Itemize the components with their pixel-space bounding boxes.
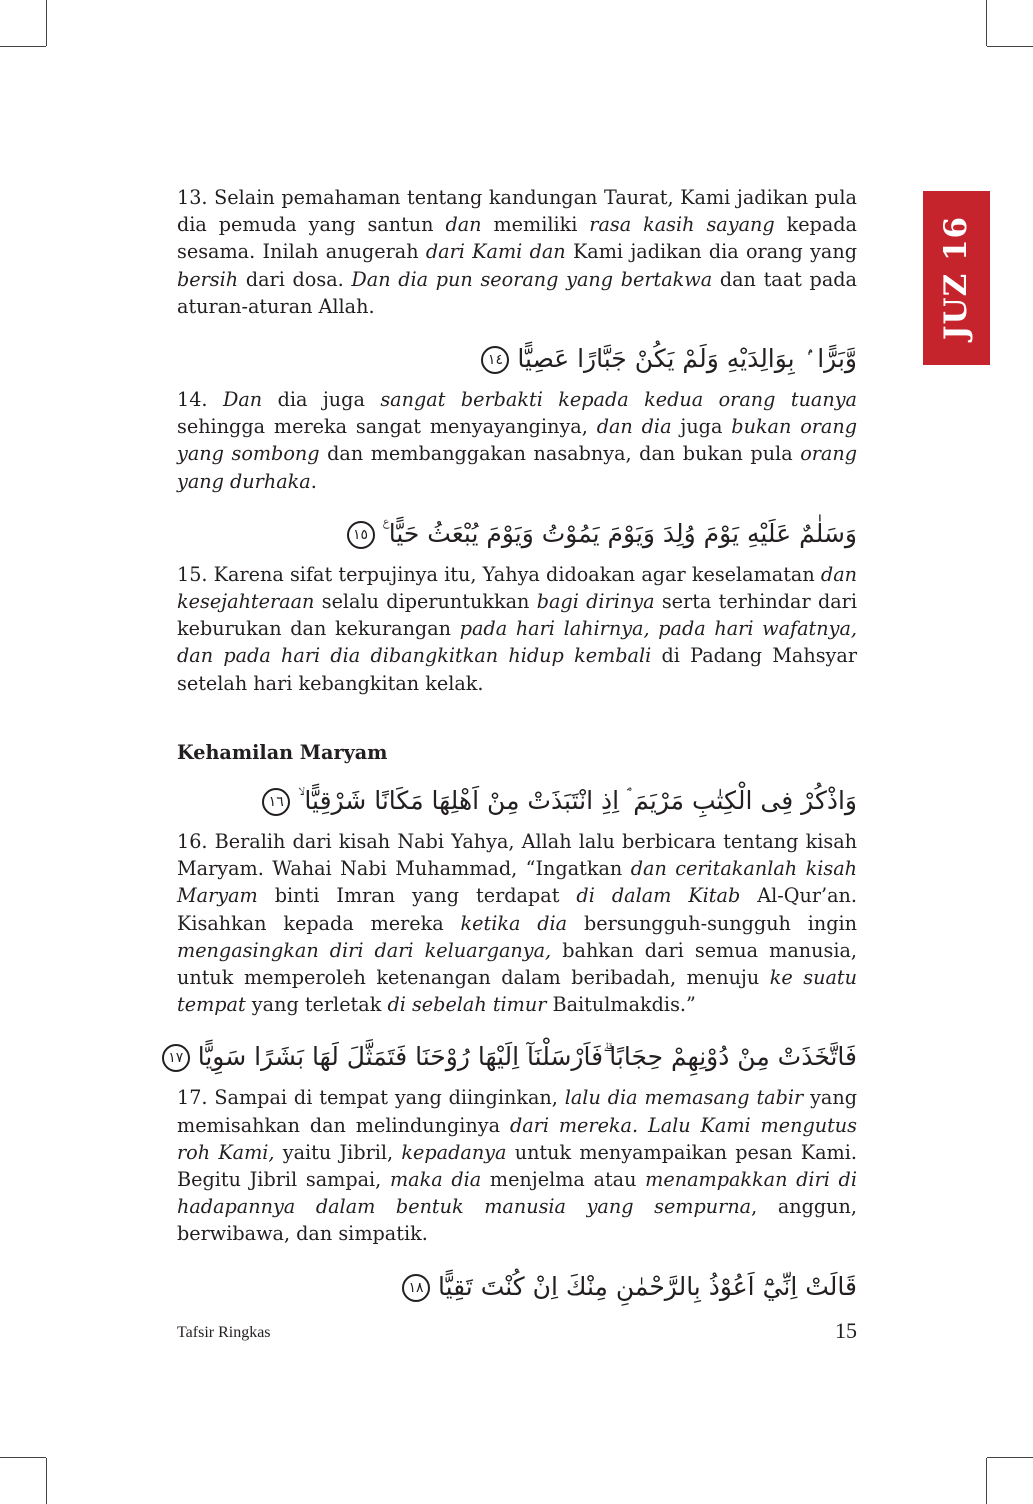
paragraph-14-run: sangat berbakti kepada kedua orang tuanya — [380, 388, 857, 412]
paragraph-17-run: menampakkan diri di hadapannya dalam bentuk manusia yang sempurna — [177, 1168, 857, 1219]
paragraph-16-run: yang terletak — [245, 993, 388, 1017]
verse-number-marker: ١٤ — [481, 346, 509, 374]
paragraph-16-run: dan ceritakanlah kisah Maryam — [177, 857, 857, 908]
paragraph-17-run: menjelma atau — [481, 1168, 646, 1192]
verse-16-arabic — [177, 784, 857, 818]
paragraph-15-run: 15. Karena sifat terpujinya itu, Yahya didoakan agar keselamatan — [177, 562, 821, 586]
paragraph-15-run: pada hari lahirnya, pada hari wafatnya, dan pada hari dia dibangkitkan hidup kembali — [177, 617, 857, 668]
verse-number-marker: ١٨ — [402, 1274, 430, 1302]
paragraph-14-run: dan membanggakan nasabnya, dan bukan pula — [319, 442, 801, 466]
juz-tab — [923, 191, 990, 365]
paragraph-16-run: Al-Qur’an. Kisahkan kepada mereka — [177, 884, 857, 935]
verse-14-arabic — [177, 342, 857, 376]
paragraph-13-run: dan — [445, 213, 482, 237]
crop-mark-bottom-right — [986, 1458, 987, 1504]
paragraph-16-run: 16. Beralih dari kisah Nabi Yahya, Allah lalu berbicara tentang kisah Maryam. Wahai Nabi Muhammad, “Ingatkan — [177, 830, 857, 881]
paragraph-16-run: di sebelah timur — [387, 993, 547, 1017]
crop-mark-top-left — [46, 0, 47, 46]
section-heading: Kehamilan Maryam — [177, 740, 388, 764]
paragraph-14-run: dia juga — [262, 388, 381, 412]
verse-number-marker: ١٧ — [162, 1044, 190, 1072]
paragraph-13-run: 13. Selain pemahaman tentang kandungan Taurat, Kami jadikan pula dia pemuda yang santun — [177, 186, 857, 237]
paragraph-14-run: juga — [671, 415, 732, 439]
paragraph-14-run: sehingga mereka sangat menyayanginya, — [177, 415, 597, 439]
paragraph-17-run: 17. Sampai di tempat yang diinginkan, — [177, 1086, 565, 1110]
verse-15-arabic — [177, 517, 857, 551]
paragraph-13 — [177, 184, 857, 320]
paragraph-13-run: dari Kami dan — [425, 240, 566, 264]
verse-16-arabic-text: وَاذْكُرْ فِى الْكِتٰبِ مَرْيَمَ ۘ اِذِ انْتَبَذَتْ مِنْ اَهْلِهَا مَكَانًا شَرْقِيًّا ۙ — [298, 786, 857, 816]
paragraph-17-run: yang memisahkan dan melindunginya — [177, 1086, 857, 1137]
verse-number-marker: ١٥ — [347, 521, 375, 549]
paragraph-16-run: di dalam Kitab — [576, 884, 741, 908]
paragraph-16-run: ketika dia — [460, 911, 568, 935]
paragraph-15-run: selalu diperuntukkan — [314, 590, 537, 614]
paragraph-13-run: dari dosa. — [238, 267, 352, 291]
paragraph-16-run: ke suatu tempat — [177, 966, 857, 1017]
paragraph-14-run: orang yang durhaka — [177, 442, 857, 493]
paragraph-15-run: serta terhindar dari keburukan dan kekurangan — [177, 590, 857, 641]
page-content — [168, 184, 858, 1314]
verse-17-arabic-text: فَاتَّخَذَتْ مِنْ دُوْنِهِمْ حِجَابًا ۗفَاَرْسَلْنَآ اِلَيْهَا رُوْحَنَا فَتَمَثَّلَ لَهَا بَشَرًا سَوِيًّا — [197, 1042, 857, 1072]
crop-mark-top-right — [986, 0, 987, 46]
verse-14-arabic-text: وَّبَرًّا ۢ بِوَالِدَيْهِ وَلَمْ يَكُنْ جَبَّارًا عَصِيًّا — [517, 344, 857, 374]
paragraph-13-run: Dan dia pun seorang yang bertakwa — [351, 267, 713, 291]
paragraph-16-run: binti Imran yang terdapat — [257, 884, 577, 908]
crop-mark-top-right-h — [987, 46, 1033, 47]
paragraph-14-run: 14. — [177, 388, 223, 412]
verse-18-arabic-text: قَالَتْ اِنِّيْٓ اَعُوْذُ بِالرَّحْمٰنِ مِنْكَ اِنْ كُنْتَ تَقِيًّا — [437, 1271, 857, 1301]
juz-tab-label: JUZ 16 — [938, 215, 975, 341]
verse-18-arabic — [177, 1270, 857, 1304]
paragraph-16-run: Baitulmakdis.” — [546, 993, 696, 1017]
crop-mark-bottom-right-h — [987, 1457, 1033, 1458]
paragraph-15-run: dan kesejahteraan — [177, 562, 857, 614]
paragraph-14 — [177, 386, 857, 495]
crop-mark-top-left-h — [0, 46, 46, 47]
paragraph-14-run: bukan orang yang sombong — [177, 415, 858, 466]
paragraph-15 — [177, 561, 857, 697]
verse-15-arabic-text: وَسَلٰمٌ عَلَيْهِ يَوْمَ وُلِدَ وَيَوْمَ يَمُوْتُ وَيَوْمَ يُبْعَثُ حَيًّا ࣖ — [382, 518, 857, 548]
paragraph-15-run: di Padang Mahsyar setelah hari kebangkitan kelak. — [177, 644, 858, 695]
paragraph-14-run: . — [310, 469, 317, 493]
paragraph-17-run: yaitu Jibril, — [274, 1140, 402, 1164]
crop-mark-bottom-left-h — [0, 1457, 46, 1458]
paragraph-17-run: untuk menyampaikan pesan Kami. Begitu Jibril sampai, — [177, 1140, 857, 1192]
paragraph-16 — [177, 828, 857, 1018]
paragraph-15-run: bagi dirinya — [536, 590, 655, 614]
crop-mark-bottom-left — [46, 1458, 47, 1504]
paragraph-13-run: rasa kasih sayang — [589, 213, 775, 237]
paragraph-13-run: dan taat pada aturan-aturan Allah. — [177, 267, 857, 318]
paragraph-17 — [177, 1084, 857, 1247]
paragraph-13-run: bersih — [177, 267, 239, 291]
footer-book-title: Tafsir Ringkas — [177, 1324, 271, 1341]
paragraph-17-run: lalu dia memasang tabir — [564, 1086, 804, 1110]
paragraph-17-run: dari mereka. Lalu Kami mengutus roh Kami, — [177, 1113, 858, 1164]
paragraph-17-run: , anggun, berwibawa, dan simpatik. — [177, 1195, 857, 1246]
paragraph-14-run: dan dia — [596, 415, 672, 439]
paragraph-16-run: bersungguh-sungguh ingin — [567, 911, 857, 935]
verse-17-arabic — [168, 1040, 857, 1074]
paragraph-17-run: kepadanya — [401, 1140, 507, 1164]
paragraph-17-run: maka dia — [389, 1168, 482, 1192]
paragraph-16-run: mengasingkan diri dari keluarganya, — [177, 938, 552, 962]
paragraph-13-run: memiliki — [481, 213, 590, 237]
verse-number-marker: ١٦ — [262, 788, 290, 816]
paragraph-14-run: Dan — [222, 388, 263, 412]
paragraph-13-run: Kami jadikan dia orang yang — [565, 240, 858, 264]
paragraph-16-run: bahkan dari semua manusia, untuk memperoleh ketenangan dalam beribadah, menuju — [177, 938, 858, 990]
paragraph-13-run: kepada sesama. Inilah anugerah — [177, 213, 858, 264]
page-number: 15 — [835, 1318, 857, 1343]
